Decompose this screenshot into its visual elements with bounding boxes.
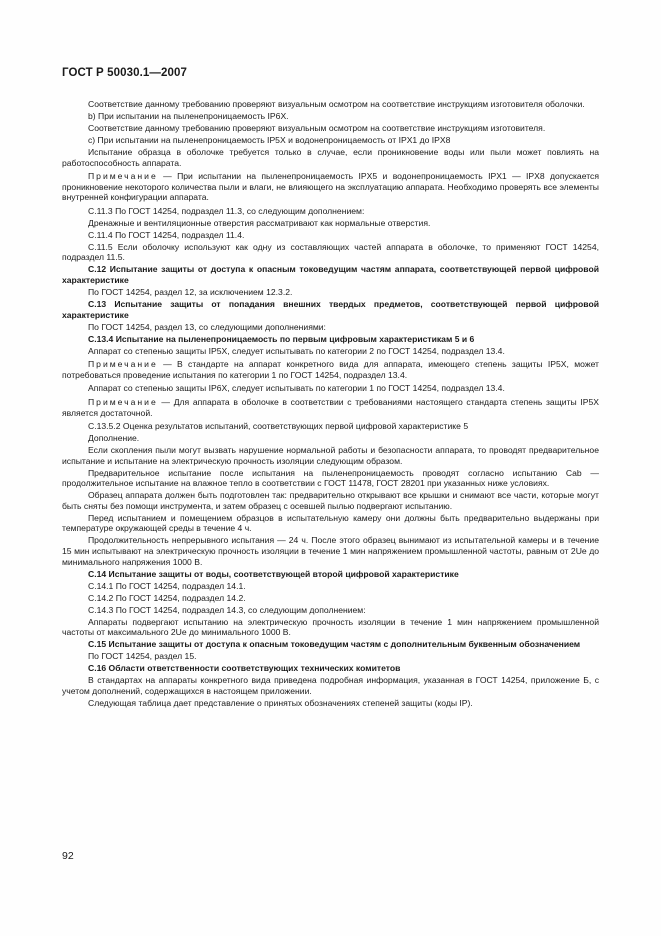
subsection-heading: С.13.4 Испытание на пыленепроницаемость по первым цифровым характеристикам 5 и 6 <box>88 333 475 344</box>
paragraph: С.11.4 По ГОСТ 14254, подраздел 11.4. <box>88 229 245 240</box>
paragraph: Если скопления пыли могут вызвать нарушение нормальной работы и безопасности аппарата, то проводят предварительное испытание и испытание на электрическую прочность изоляции следующим образом. <box>62 445 599 466</box>
paragraph: Соответствие данному требованию проверяют визуальным осмотром на соответствие инструкциям изготовителя. <box>88 122 546 133</box>
paragraph: Аппарат со степенью защиты IP5X, следует испытывать по категории 2 по ГОСТ 14254, подраздел 13.4. <box>88 345 505 356</box>
note-paragraph <box>62 171 599 203</box>
paragraph: С.14.1 По ГОСТ 14254, подраздел 14.1. <box>88 580 246 591</box>
paragraph: Дренажные и вентиляционные отверстия рассматривают как нормальные отверстия. <box>88 217 431 228</box>
paragraph: Соответствие данному требованию проверяют визуальным осмотром на соответствие инструкциям изготовителя оболочки. <box>88 99 585 109</box>
paragraph: Образец аппарата должен быть подготовлен так: предварительно открывают все крышки и снимают все части, которые могут быть сняты без помощи инструмента, и затем образец с осевшей пылью подвергают испытанию. <box>62 490 599 511</box>
paragraph: С.14.3 По ГОСТ 14254, подраздел 14.3, со следующим дополнением: <box>88 604 366 615</box>
note-text: — Для аппарата в оболочке в соответствии с требованиями настоящего стандарта степень защиты IP5X является достаточной. <box>62 396 599 418</box>
section-heading: С.12 Испытание защиты от доступа к опасным токоведущим частям аппарата, соответствующей первой цифровой характеристике <box>62 264 599 286</box>
note-label: Примечание <box>88 396 158 407</box>
paragraph: По ГОСТ 14254, раздел 15. <box>88 651 197 662</box>
paragraph: c) При испытании на пыленепроницаемость IP5X и водонепроницаемость от IPX1 до IPX8 <box>88 134 451 145</box>
paragraph: С.14.2 По ГОСТ 14254, подраздел 14.2. <box>88 592 246 603</box>
note-text: — При испытании на пыленепроницаемость IPX5 и водонепроницаемость IPX1 — IPX8 допускается проникновение некоторого количества пыли и влаги, не влияющего на эксплуатацию аппарата. Необходимо проверять все элементы внутренней конфигурации аппарата. <box>62 171 599 203</box>
paragraph: В стандартах на аппараты конкретного вида приведена подробная информация, указанная в ГОСТ 14254, приложение Б, с учетом дополнений, содержащихся в настоящем приложении. <box>62 675 599 696</box>
paragraph: Аппараты подвергают испытанию на электрическую прочность изоляции в течение 1 мин напряжением промышленной частоты от максимального 2Ue до минимального 1000 В. <box>62 616 599 638</box>
paragraph: Испытание образца в оболочке требуется только в случае, если проникновение воды или пыли может повлиять на работоспособность аппарата. <box>62 146 599 168</box>
note-text: — В стандарте на аппарат конкретного вида для аппарата, имеющего степень защиты IP5X, может потребоваться проведение испытания по категории 1 по ГОСТ 14254, подраздел 13.4. <box>62 359 599 380</box>
paragraph: b) При испытании на пыленепроницаемость IP6X. <box>88 110 289 121</box>
note-label: Примечание <box>88 359 158 370</box>
section-heading: С.15 Испытание защиты от доступа к опасным токоведущим частям с дополнительным буквенным обозначением <box>88 639 581 650</box>
section-heading: С.14 Испытание защиты от воды, соответствующей второй цифровой характеристике <box>88 568 459 579</box>
page-number: 92 <box>62 850 74 862</box>
paragraph: Продолжительность непрерывного испытания — 24 ч. После этого образец вынимают из испытательной камеры и в течение 15 мин испытывают на электрическую прочность изоляции в течение 1 мин напряжением промышленной частоты, равным от 2Ue до минимального напряжения 1000 В. <box>62 535 599 567</box>
document-header: ГОСТ Р 50030.1—2007 <box>62 67 187 79</box>
note-paragraph <box>62 359 599 380</box>
section-heading: С.13 Испытание защиты от попадания внешних твердых предметов, соответствующей первой цифровой характеристике <box>62 299 599 320</box>
paragraph: По ГОСТ 14254, раздел 13, со следующими дополнениями: <box>88 321 326 332</box>
document-body <box>62 99 599 710</box>
note-label: Примечание <box>88 171 158 182</box>
note-paragraph <box>62 397 599 418</box>
section-heading: С.16 Области ответственности соответствующих технических комитетов <box>88 663 401 674</box>
paragraph: Следующая таблица дает представление о принятых обозначениях степеней защиты (коды IP). <box>88 697 473 708</box>
paragraph: С.11.3 По ГОСТ 14254, подраздел 11.3, со следующим дополнением: <box>88 205 365 216</box>
paragraph: Предварительное испытание после испытания на пыленепроницаемость проводят согласно испытанию Cab — продолжительное испытание на влажное тепло в соответствии с ГОСТ 11478, ГОСТ 28201 при указанных ниже условиях. <box>62 467 599 489</box>
paragraph: Дополнение. <box>88 433 140 444</box>
paragraph: Перед испытанием и помещением образцов в испытательную камеру они должны быть предварительно выдержаны при температуре окружающей среды в течение 4 ч. <box>62 512 599 534</box>
paragraph: С.13.5.2 Оценка результатов испытаний, соответствующих первой цифровой характеристике 5 <box>88 421 469 432</box>
paragraph: По ГОСТ 14254, раздел 12, за исключением 12.3.2. <box>88 287 293 298</box>
paragraph: С.11.5 Если оболочку используют как одну из составляющих частей аппарата в оболочке, то применяют ГОСТ 14254, подраздел 11.5. <box>62 241 599 263</box>
paragraph: Аппарат со степенью защиты IP6X, следует испытывать по категории 1 по ГОСТ 14254, подраздел 13.4. <box>88 383 505 394</box>
